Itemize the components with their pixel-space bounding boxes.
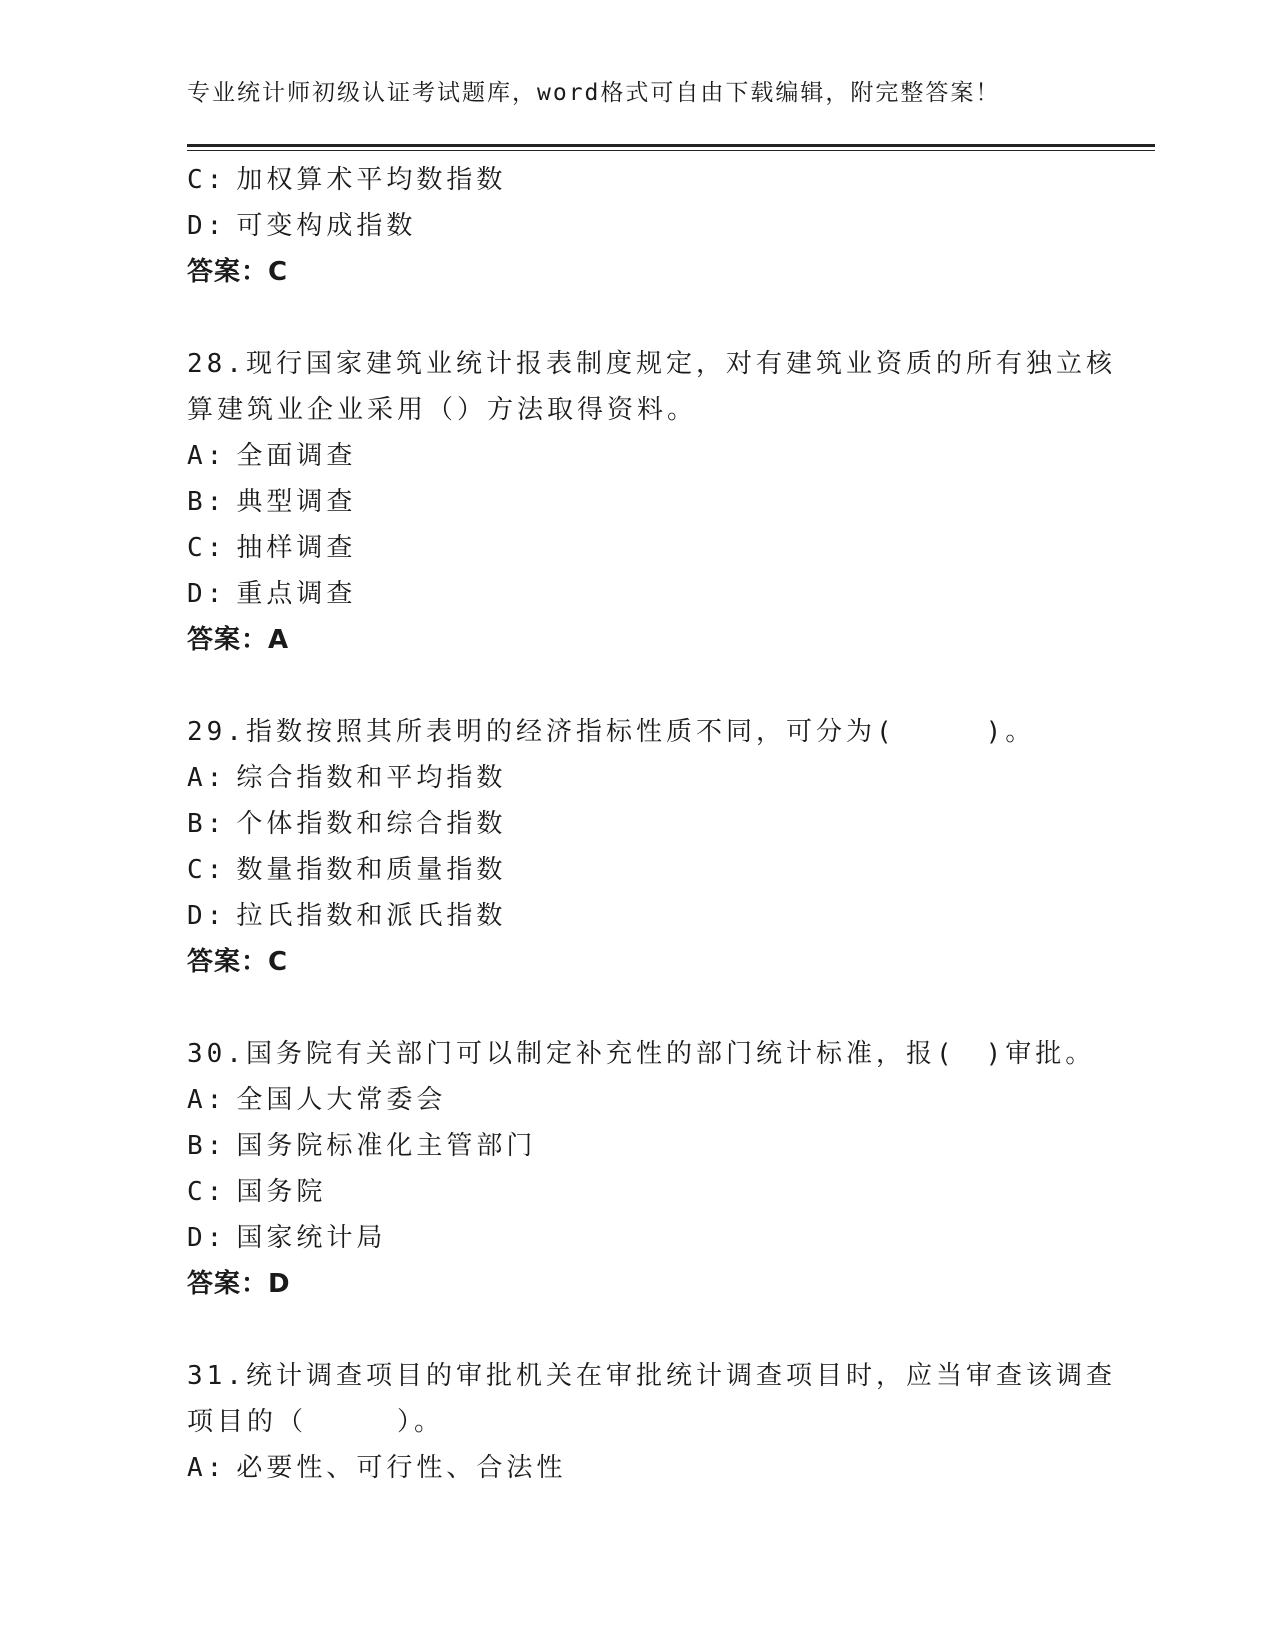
question-stem-line: 28.现行国家建筑业统计报表制度规定，对有建筑业资质的所有独立核	[187, 349, 1116, 379]
answer-line: 答案：A	[187, 625, 290, 655]
option-letter: C:	[187, 533, 227, 563]
option-text: 国务院标准化主管部门	[236, 1131, 537, 1161]
option-text: 国务院	[236, 1177, 327, 1207]
option-line	[187, 847, 1087, 893]
option-line	[187, 525, 1087, 571]
option-text: 国家统计局	[236, 1223, 387, 1253]
option-letter: D:	[187, 579, 227, 609]
option-letter: B:	[187, 487, 227, 517]
option-line	[187, 801, 1087, 847]
option-letter: A:	[187, 1085, 227, 1115]
option-letter: A:	[187, 763, 227, 793]
question-29	[187, 709, 1087, 985]
option-line	[187, 1123, 1087, 1169]
option-line	[187, 203, 1087, 249]
option-text: 重点调查	[236, 579, 357, 609]
option-text: 全国人大常委会	[236, 1085, 447, 1115]
option-text: 抽样调查	[236, 533, 357, 563]
question-stem-line: 29.指数按照其所表明的经济指标性质不同，可分为( )。	[187, 717, 1036, 747]
option-letter: C:	[187, 1177, 227, 1207]
question-stem-line: 项目的（ ）。	[187, 1407, 445, 1437]
question-content	[187, 157, 1116, 1491]
option-text: 可变构成指数	[236, 211, 417, 241]
option-letter: B:	[187, 1131, 227, 1161]
option-text: 综合指数和平均指数	[236, 763, 507, 793]
option-line	[187, 893, 1087, 939]
question-stem-line: 31.统计调查项目的审批机关在审批统计调查项目时，应当审查该调查	[187, 1361, 1116, 1391]
option-letter: A:	[187, 1453, 227, 1483]
option-line	[187, 479, 1087, 525]
question-stem-line: 30.国务院有关部门可以制定补充性的部门统计标准，报( )审批。	[187, 1039, 1096, 1069]
prev-question-options	[187, 157, 1087, 249]
option-text: 拉氏指数和派氏指数	[236, 901, 507, 931]
option-letter: D:	[187, 901, 227, 931]
option-line	[187, 1215, 1087, 1261]
page-header: 专业统计师初级认证考试题库，word格式可自由下载编辑，附完整答案！	[187, 80, 1001, 106]
option-letter: A:	[187, 441, 227, 471]
option-text: 加权算术平均数指数	[236, 165, 507, 195]
question-30	[187, 1031, 1096, 1307]
option-text: 典型调查	[236, 487, 357, 517]
header-rule-thick	[187, 144, 1155, 147]
header-rule-thin	[187, 150, 1155, 151]
option-letter: D:	[187, 211, 227, 241]
option-letter: C:	[187, 165, 227, 195]
question-31	[187, 1353, 1116, 1491]
option-text: 必要性、可行性、合法性	[236, 1453, 567, 1483]
answer-line: 答案：D	[187, 1269, 291, 1299]
option-line	[187, 1445, 1087, 1491]
option-letter: D:	[187, 1223, 227, 1253]
option-letter: B:	[187, 809, 227, 839]
option-line	[187, 571, 1087, 617]
option-text: 个体指数和综合指数	[236, 809, 507, 839]
answer-line: 答案：C	[187, 257, 289, 287]
option-text: 全面调查	[236, 441, 357, 471]
option-text: 数量指数和质量指数	[236, 855, 507, 885]
option-line	[187, 1077, 1087, 1123]
question-stem-line: 算建筑业企业采用（）方法取得资料。	[187, 395, 698, 425]
answer-line: 答案：C	[187, 947, 289, 977]
option-letter: C:	[187, 855, 227, 885]
option-line	[187, 157, 1087, 203]
question-28	[187, 341, 1116, 663]
option-line	[187, 433, 1087, 479]
option-line	[187, 1169, 1087, 1215]
option-line	[187, 755, 1087, 801]
